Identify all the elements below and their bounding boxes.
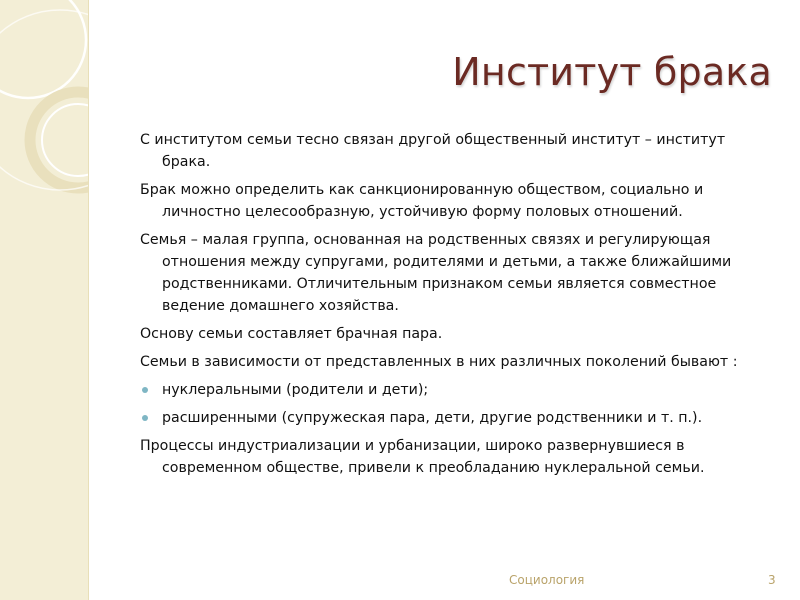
content-paragraph: Брак можно определить как санкционированную обществом, социально и личностно целесообразную, устойчивую форму половых отношений. bbox=[140, 182, 704, 220]
content-paragraph: Семьи в зависимости от представленных в них различных поколений бывают : bbox=[140, 354, 738, 370]
content-paragraph: С институтом семьи тесно связан другой общественный институт – институт брака. bbox=[140, 132, 726, 170]
footer-subject: Социология bbox=[509, 573, 585, 587]
decorative-circles bbox=[0, 0, 88, 600]
bullet-item bbox=[140, 407, 760, 429]
slide-content bbox=[140, 129, 760, 485]
bullet-item bbox=[140, 379, 760, 401]
bullet-text: нуклеральными (родители и дети); bbox=[162, 382, 429, 398]
content-paragraph: Семья – малая группа, основанная на родственных связях и регулирующая отношения между супругами, родителями и детьми, а также ближайшими родственниками. Отличительным признаком семьи является совместное ведение домашнего хозяйства. bbox=[140, 232, 732, 314]
page-number: 3 bbox=[768, 573, 776, 587]
content-paragraph: Основу семьи составляет брачная пара. bbox=[140, 326, 443, 342]
decorative-side-band bbox=[0, 0, 88, 600]
slide-title: Институт брака bbox=[452, 50, 772, 94]
bullet-text: расширенными (супружеская пара, дети, другие родственники и т. п.). bbox=[162, 410, 703, 426]
bullet-dot-icon bbox=[142, 415, 148, 421]
bullet-dot-icon bbox=[142, 387, 148, 393]
side-band-divider bbox=[88, 0, 89, 600]
content-paragraph: Процессы индустриализации и урбанизации, широко развернувшиеся в современном обществе, привели к преобладанию нуклеральной семьи. bbox=[140, 438, 705, 476]
